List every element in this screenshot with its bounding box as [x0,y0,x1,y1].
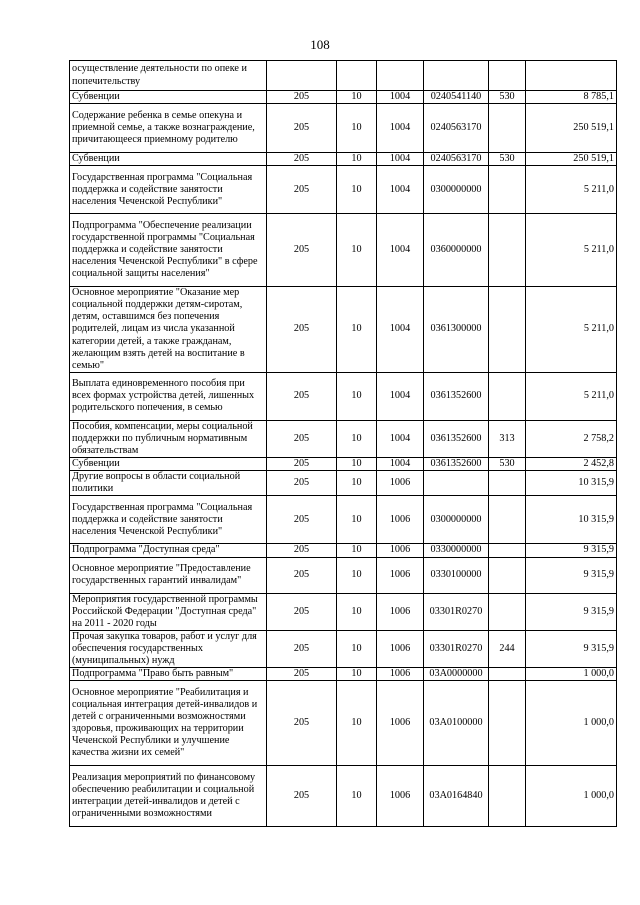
sum-cell: 2 452,8 [526,458,617,471]
grbs-code-cell [267,61,337,91]
table-row [70,593,617,630]
table-row [70,91,617,104]
subsection-code-cell: 1006 [377,668,424,681]
expense-type-cell [489,287,526,373]
sum-cell: 2 758,2 [526,420,617,457]
row-name-cell: осуществление деятельности по опеке и попечительству [70,61,267,91]
section-code-cell: 10 [337,668,377,681]
target-article-cell: 0240541140 [424,91,489,104]
sum-cell: 1 000,0 [526,766,617,827]
grbs-code-cell: 205 [267,214,337,287]
row-name-cell: Государственная программа "Социальная поддержка и содействие занятости населения Чеченской Республики" [70,166,267,214]
subsection-code-cell: 1004 [377,372,424,420]
subsection-code-cell: 1004 [377,287,424,373]
grbs-code-cell: 205 [267,681,337,766]
row-name-cell: Подпрограмма "Обеспечение реализации государственной программы "Социальная поддержка и содействие занятости населения Чеченской Республики" в сфере социальной защиты населения" [70,214,267,287]
sum-cell: 5 211,0 [526,287,617,373]
expense-type-cell [489,668,526,681]
table-row [70,766,617,827]
section-code-cell: 10 [337,630,377,667]
expense-type-cell [489,766,526,827]
sum-cell: 9 315,9 [526,593,617,630]
target-article-cell: 0361352600 [424,420,489,457]
subsection-code-cell: 1006 [377,496,424,544]
grbs-code-cell: 205 [267,91,337,104]
grbs-code-cell: 205 [267,166,337,214]
table-row [70,630,617,667]
table-row [70,544,617,557]
table-row [70,166,617,214]
target-article-cell: 0240563170 [424,153,489,166]
grbs-code-cell: 205 [267,630,337,667]
sum-cell: 9 315,9 [526,544,617,557]
row-name-cell: Мероприятия государственной программы Российской Федерации "Доступная среда" на 2011 - 2020 годы [70,593,267,630]
grbs-code-cell: 205 [267,557,337,593]
sum-cell: 250 519,1 [526,153,617,166]
grbs-code-cell: 205 [267,153,337,166]
grbs-code-cell: 205 [267,372,337,420]
subsection-code-cell: 1006 [377,471,424,496]
table-row [70,496,617,544]
target-article-cell: 03А0100000 [424,681,489,766]
row-name-cell: Субвенции [70,458,267,471]
budget-table [69,60,617,827]
section-code-cell: 10 [337,287,377,373]
target-article-cell: 0240563170 [424,104,489,153]
sum-cell: 8 785,1 [526,91,617,104]
table-row [70,372,617,420]
table-row [70,681,617,766]
section-code-cell: 10 [337,372,377,420]
subsection-code-cell: 1004 [377,214,424,287]
grbs-code-cell: 205 [267,593,337,630]
sum-cell: 10 315,9 [526,471,617,496]
expense-type-cell [489,557,526,593]
subsection-code-cell: 1006 [377,544,424,557]
table-row [70,153,617,166]
grbs-code-cell: 205 [267,104,337,153]
target-article-cell: 0361352600 [424,458,489,471]
expense-type-cell: 530 [489,91,526,104]
subsection-code-cell: 1006 [377,630,424,667]
table-row [70,420,617,457]
section-code-cell: 10 [337,557,377,593]
row-name-cell: Прочая закупка товаров, работ и услуг для обеспечения государственных (муниципальных) нужд [70,630,267,667]
table-row [70,458,617,471]
grbs-code-cell: 205 [267,471,337,496]
subsection-code-cell: 1006 [377,766,424,827]
subsection-code-cell: 1006 [377,593,424,630]
expense-type-cell: 530 [489,153,526,166]
target-article-cell: 0330000000 [424,544,489,557]
row-name-cell: Выплата единовременного пособия при всех формах устройства детей, лишенных родительского попечения, в семью [70,372,267,420]
section-code-cell: 10 [337,214,377,287]
row-name-cell: Субвенции [70,91,267,104]
target-article-cell: 0300000000 [424,166,489,214]
subsection-code-cell [377,61,424,91]
target-article-cell: 03А0000000 [424,668,489,681]
section-code-cell: 10 [337,420,377,457]
grbs-code-cell: 205 [267,668,337,681]
target-article-cell: 0361300000 [424,287,489,373]
sum-cell: 9 315,9 [526,630,617,667]
subsection-code-cell: 1006 [377,681,424,766]
subsection-code-cell: 1004 [377,166,424,214]
sum-cell: 9 315,9 [526,557,617,593]
row-name-cell: Реализация мероприятий по финансовому обеспечению реабилитации и социальной интеграции детей-инвалидов и детей с ограниченными возможностями [70,766,267,827]
expense-type-cell [489,61,526,91]
target-article-cell: 03301R0270 [424,593,489,630]
section-code-cell: 10 [337,166,377,214]
section-code-cell: 10 [337,471,377,496]
sum-cell [526,61,617,91]
expense-type-cell [489,104,526,153]
table-row [70,287,617,373]
subsection-code-cell: 1004 [377,91,424,104]
expense-type-cell [489,166,526,214]
target-article-cell [424,61,489,91]
target-article-cell: 0330100000 [424,557,489,593]
table-row [70,557,617,593]
table-row [70,668,617,681]
sum-cell: 5 211,0 [526,166,617,214]
sum-cell: 5 211,0 [526,214,617,287]
expense-type-cell [489,544,526,557]
target-article-cell: 0361352600 [424,372,489,420]
page-number: 108 [310,37,330,52]
expense-type-cell [489,681,526,766]
target-article-cell: 0300000000 [424,496,489,544]
grbs-code-cell: 205 [267,544,337,557]
section-code-cell [337,61,377,91]
row-name-cell: Основное мероприятие "Оказание мер социальной поддержки детям-сиротам, детям, оставшимся без попечения родителей, лицам из числа указанной категории детей, а также гражданам, желающим взять детей на воспитание в семью" [70,287,267,373]
expense-type-cell: 313 [489,420,526,457]
expense-type-cell [489,471,526,496]
grbs-code-cell: 205 [267,766,337,827]
expense-type-cell [489,496,526,544]
subsection-code-cell: 1004 [377,153,424,166]
row-name-cell: Другие вопросы в области социальной политики [70,471,267,496]
expense-type-cell [489,214,526,287]
section-code-cell: 10 [337,681,377,766]
expense-type-cell [489,372,526,420]
grbs-code-cell: 205 [267,287,337,373]
table-row [70,61,617,91]
section-code-cell: 10 [337,458,377,471]
expense-type-cell: 530 [489,458,526,471]
row-name-cell: Подпрограмма "Право быть равным" [70,668,267,681]
table-row [70,471,617,496]
expense-type-cell [489,593,526,630]
target-article-cell [424,471,489,496]
table-row [70,214,617,287]
row-name-cell: Субвенции [70,153,267,166]
section-code-cell: 10 [337,91,377,104]
subsection-code-cell: 1004 [377,104,424,153]
sum-cell: 1 000,0 [526,668,617,681]
row-name-cell: Государственная программа "Социальная поддержка и содействие занятости населения Чеченской Республики" [70,496,267,544]
sum-cell: 10 315,9 [526,496,617,544]
section-code-cell: 10 [337,593,377,630]
sum-cell: 1 000,0 [526,681,617,766]
row-name-cell: Основное мероприятие "Реабилитация и социальная интеграция детей-инвалидов и детей с ограниченными возможностями здоровья, проживающих на территории Чеченской Республики и улучшение качества жизни их семей" [70,681,267,766]
section-code-cell: 10 [337,153,377,166]
target-article-cell: 03А0164840 [424,766,489,827]
section-code-cell: 10 [337,104,377,153]
grbs-code-cell: 205 [267,496,337,544]
row-name-cell: Содержание ребенка в семье опекуна и приемной семье, а также вознаграждение, причитающееся приемному родителю [70,104,267,153]
grbs-code-cell: 205 [267,458,337,471]
grbs-code-cell: 205 [267,420,337,457]
sum-cell: 5 211,0 [526,372,617,420]
row-name-cell: Основное мероприятие "Предоставление государственных гарантий инвалидам" [70,557,267,593]
subsection-code-cell: 1006 [377,557,424,593]
section-code-cell: 10 [337,496,377,544]
target-article-cell: 0360000000 [424,214,489,287]
row-name-cell: Пособия, компенсации, меры социальной поддержки по публичным нормативным обязательствам [70,420,267,457]
section-code-cell: 10 [337,544,377,557]
target-article-cell: 03301R0270 [424,630,489,667]
expense-type-cell: 244 [489,630,526,667]
subsection-code-cell: 1004 [377,420,424,457]
sum-cell: 250 519,1 [526,104,617,153]
row-name-cell: Подпрограмма "Доступная среда" [70,544,267,557]
subsection-code-cell: 1004 [377,458,424,471]
section-code-cell: 10 [337,766,377,827]
table-row [70,104,617,153]
